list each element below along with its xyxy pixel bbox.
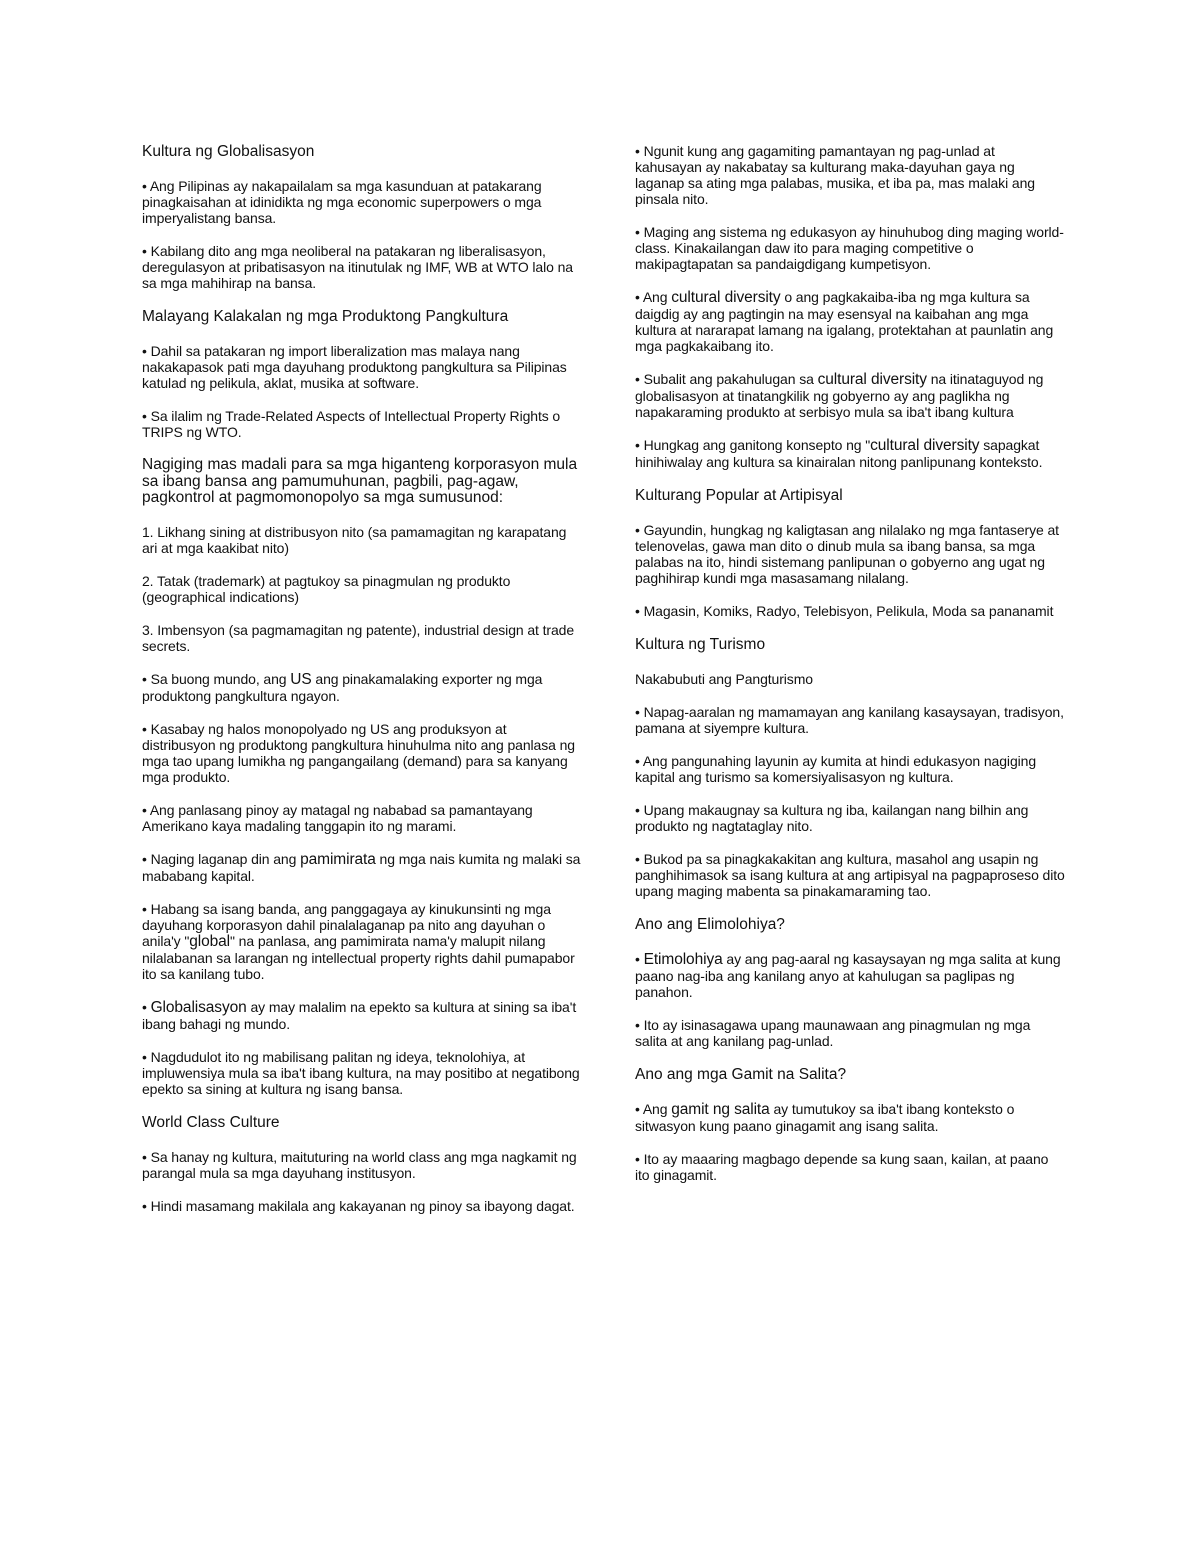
paragraph: • Hindi masamang makilala ang kakayanan ng pinoy sa ibayong dagat. bbox=[142, 1197, 575, 1214]
paragraph: • Kasabay ng halos monopolyado ng US ang produksyon at distribusyon ng produktong pangkultura hinuhulma nito ang panlasa ng mga tao upang lumikha ng pangangailang (demand) para sa kanyang mga produkto. bbox=[142, 720, 575, 785]
keyword: cultural diversity bbox=[870, 437, 980, 454]
paragraph: • Bukod pa sa pinagkakakitan ang kultura, masahol ang usapin ng panghihimasok sa isang kultura at ang artipisyal na pagpaproseso dito upang maging mabenta sa pinakamaraming tao. bbox=[635, 851, 1065, 899]
paragraph: • Ang Pilipinas ay nakapailalam sa mga kasunduan at patakarang pinagkaisahan at idinidikta ng mga economic superpowers o mga imperyalistang bansa. bbox=[142, 178, 542, 226]
keyword: global bbox=[189, 932, 230, 950]
paragraph: • Nagdudulot ito ng mabilisang palitan ng ideya, teknolohiya, at impluwensiya mula sa iba't ibang kultura, na may positibo at negatibong epekto sa sining at kultura ng isang bansa. bbox=[142, 1048, 580, 1097]
paragraph: • Sa hanay ng kultura, maituturing na world class ang mga nagkamit ng parangal mula sa mga dayuhang institusyon. bbox=[142, 1148, 577, 1181]
paragraph: • Ang cultural diversity o ang pagkakaiba-iba ng mga kultura sa daigdig ay ang pagtingin na may esensyal na kaibahan ang mga kultura at nararapat lamang na igalang, protektahan at paunlatin ang mga pagkakaibang ito. bbox=[635, 289, 1054, 354]
section-title-kultura-ng-turismo: Kultura ng Turismo bbox=[635, 636, 766, 653]
paragraph: • Hungkag ang ganitong konsepto ng "cultural diversity sapagkat hinihiwalay ang kultura sa kinairalan nitong panlipunang konteksto. bbox=[635, 437, 1043, 470]
paragraph: • Magasin, Komiks, Radyo, Telebisyon, Pelikula, Moda sa pananamit bbox=[635, 603, 1054, 619]
paragraph: • Kabilang dito ang mga neoliberal na patakaran ng liberalisasyon, deregulasyon at pribatisasyon na itinutulak ng IMF, WB at WTO lalo na sa mga mahihirap na bansa. bbox=[142, 243, 573, 291]
paragraph: • Ngunit kung ang gagamiting pamantayan ng pag-unlad at kahusayan ay nakabatay sa kulturang maka-dayuhan gaya ng laganap sa ating mga palabas, musika, et iba pa, mas malaki ang pinsala nito. bbox=[635, 143, 1035, 207]
paragraph: • Subalit ang pakahulugan sa cultural diversity na itinataguyod ng globalisasyon at tinatangkilik ng gobyerno ay ang paglikha ng napakaraming produkto at serbisyo mula sa iba't ibang kultura bbox=[635, 371, 1044, 420]
paragraph: • Napag-aaralan ng mamamayan ang kanilang kasaysayan, tradisyon, pamana at siyempre kultura. bbox=[635, 704, 1064, 736]
keyword: Globalisasyon bbox=[150, 998, 247, 1016]
list-item: 2. Tatak (trademark) at pagtukoy sa pinagmulan ng produkto (geographical indications) bbox=[142, 572, 511, 605]
paragraph: • Maging ang sistema ng edukasyon ay hinuhubog ding maging world-class. Kinakailangan daw ito para maging competitive o makipagtapatan sa pandaigdigang kumpetisyon. bbox=[635, 224, 1064, 272]
paragraph: • Ito ay maaaring magbago depende sa kung saan, kailan, at paano ito ginagamit. bbox=[635, 1151, 1049, 1183]
paragraph: • Sa buong mundo, ang US ang pinakamalaking exporter ng mga produktong pangkultura ngayon. bbox=[142, 670, 543, 704]
keyword: US bbox=[290, 670, 312, 688]
section-title-elimolohiya: Ano ang Elimolohiya? bbox=[635, 916, 785, 933]
section-title-world-class-culture: World Class Culture bbox=[142, 1113, 280, 1131]
paragraph: • Habang sa isang banda, ang panggagaya ay kinukunsinti ng mga dayuhang korporasyon dahil pinalalaganap pa nito ang dayuhan o anila'y "global" na panlasa, ang pamimirata nama'y malupit nilang nilalabanan sa larangan ng intellectual property rights dahil pumapabor ito sa kanilang tubo. bbox=[142, 900, 575, 982]
left-column bbox=[142, 143, 582, 1231]
list-item: 3. Imbensyon (sa pagmamagitan ng patente), industrial design at trade secrets. bbox=[142, 621, 575, 654]
section-title-gamit-na-salita: Ano ang mga Gamit na Salita? bbox=[635, 1066, 847, 1083]
paragraph: • Globalisasyon ay may malalim na epekto sa kultura at sining sa iba't ibang bahagi ng mundo. bbox=[142, 998, 577, 1032]
keyword: pamimirata bbox=[300, 850, 376, 868]
paragraph: • Dahil sa patakaran ng import liberalization mas malaya nang nakakapasok pati mga dayuhang produktong pangkultura sa Pilipinas katulad ng pelikula, aklat, musika at software. bbox=[142, 343, 567, 391]
paragraph: • Sa ilalim ng Trade-Related Aspects of Intellectual Property Rights o TRIPS ng WTO. bbox=[142, 408, 561, 440]
keyword: cultural diversity bbox=[671, 289, 781, 306]
paragraph: • Ito ay isinasagawa upang maunawaan ang pinagmulan ng mga salita at ang kanilang pag-unlad. bbox=[635, 1017, 1031, 1049]
paragraph: • Ang panlasang pinoy ay matagal ng nababad sa pamantayang Amerikano kaya madaling tanggapin ito ng marami. bbox=[142, 801, 533, 834]
right-column bbox=[635, 143, 1065, 1200]
section-title-malayang-kalakalan: Malayang Kalakalan ng mga Produktong Pangkultura bbox=[142, 308, 509, 325]
paragraph: • Gayundin, hungkag ng kaligtasan ang nilalako ng mga fantaserye at telenovelas, gawa man dito o dinub mula sa ibang bansa, sa mga palabas na ito, hindi sistemang panlipunan o gobyerno ang ugat ng paghihirap kundi mga masasamang nilalang. bbox=[635, 522, 1059, 586]
keyword: Etimolohiya bbox=[643, 951, 723, 968]
section-title-kulturang-popular: Kulturang Popular at Artipisyal bbox=[635, 487, 843, 504]
paragraph: • Upang makaugnay sa kultura ng iba, kailangan nang bilhin ang produkto ng nagtataglay nito. bbox=[635, 802, 1029, 834]
subheading: Nakabubuti ang Pangturismo bbox=[635, 671, 813, 687]
list-item: 1. Likhang sining at distribusyon nito (sa pamamagitan ng karapatang ari at mga kaakibat nito) bbox=[142, 523, 567, 556]
paragraph: • Ang pangunahing layunin ay kumita at hindi edukasyon nagiging kapital ang turismo sa komersiyalisasyon ng kultura. bbox=[635, 753, 1037, 785]
keyword: gamit ng salita bbox=[671, 1101, 770, 1118]
emphasis-paragraph: Nagiging mas madali para sa mga higanteng korporasyon mula sa ibang bansa ang pamumuhunan, pagbili, pag-agaw, pagkontrol at pagmomonopolyo sa mga sumusunod: bbox=[142, 456, 578, 506]
section-title-kultura-ng-globalisasyon: Kultura ng Globalisasyon bbox=[142, 143, 315, 160]
paragraph: • Ang gamit ng salita ay tumutukoy sa iba't ibang konteksto o sitwasyon kung paano ginagamit ang isang salita. bbox=[635, 1101, 1015, 1134]
keyword: cultural diversity bbox=[817, 371, 927, 388]
paragraph: • Naging laganap din ang pamimirata ng mga nais kumita ng malaki sa mababang kapital. bbox=[142, 850, 581, 884]
paragraph: • Etimolohiya ay ang pag-aaral ng kasaysayan ng mga salita at kung paano nag-iba ang kanilang anyo at kahulugan sa paglipas ng panahon. bbox=[635, 951, 1061, 1000]
